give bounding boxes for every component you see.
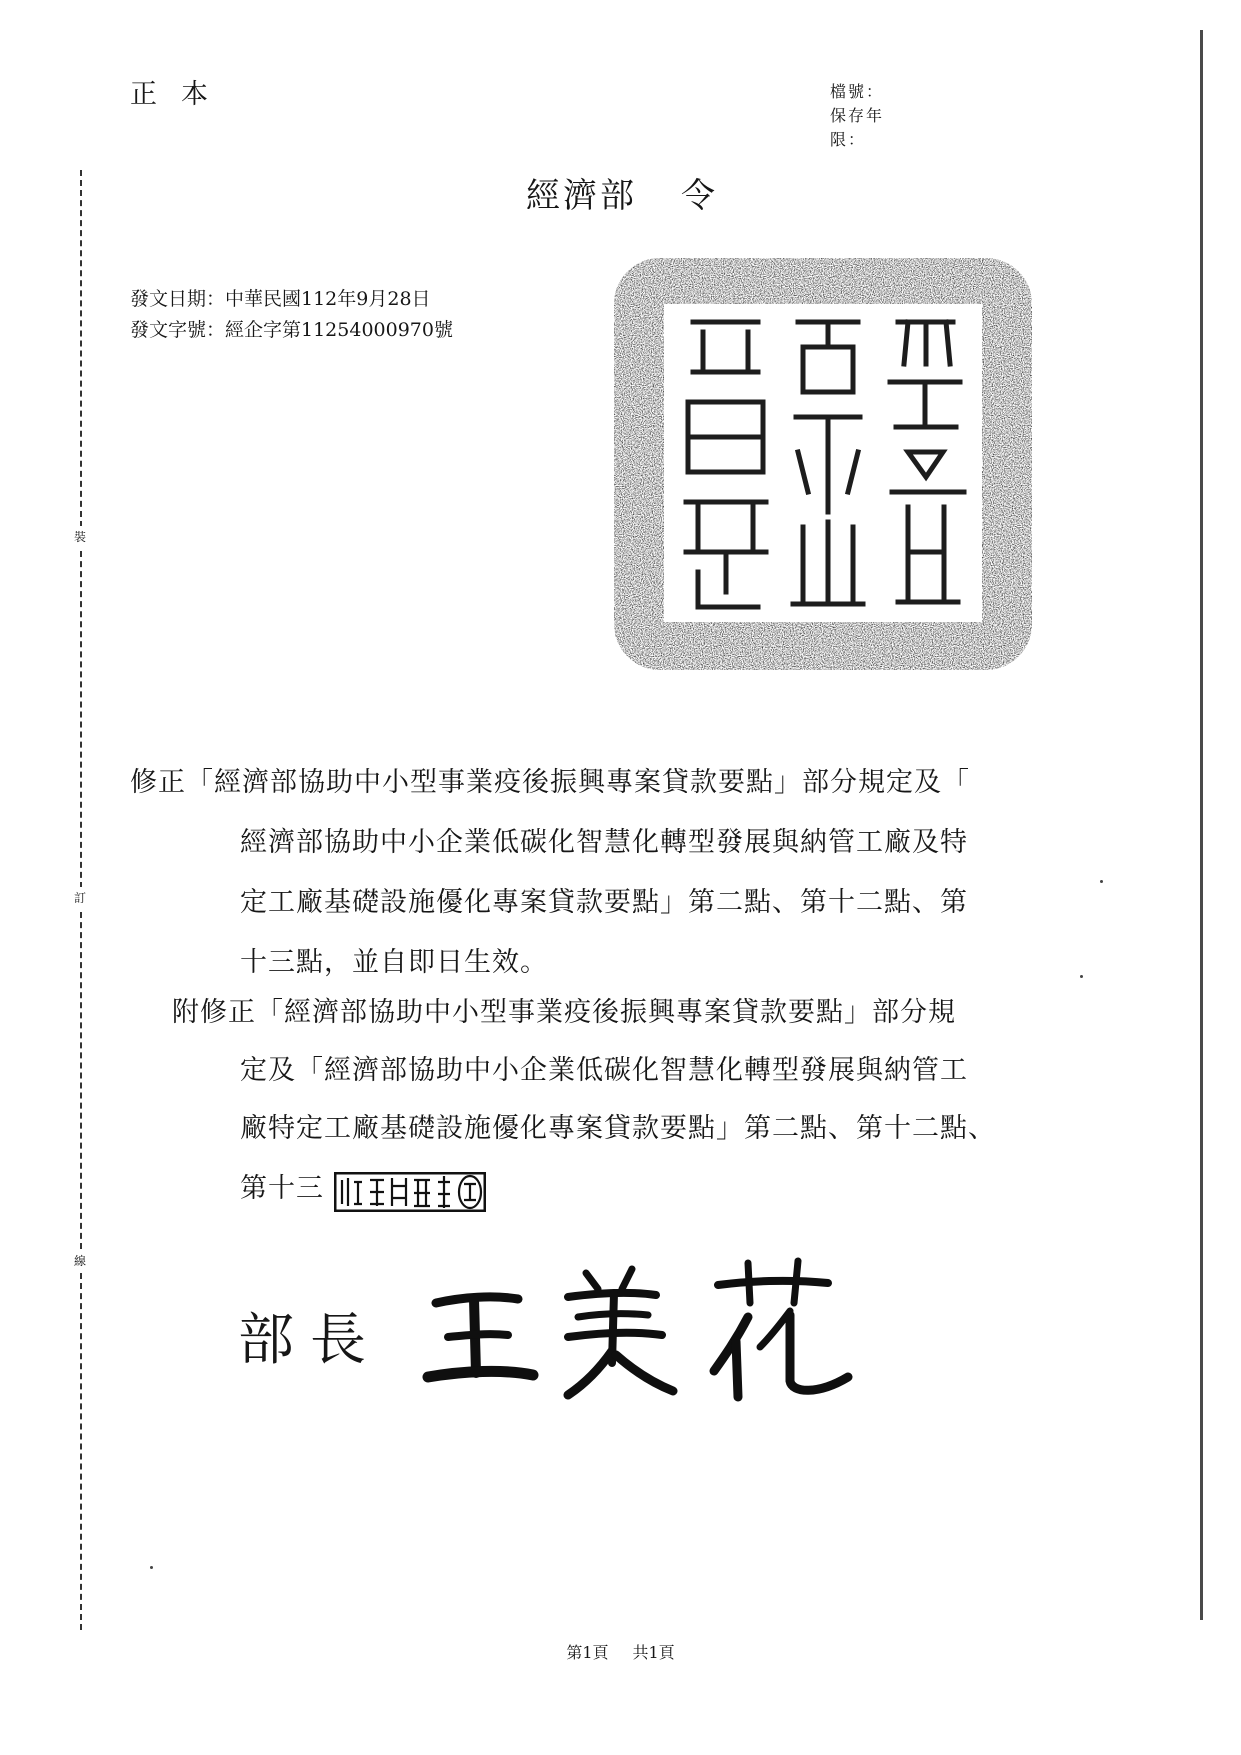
scan-speck [1080,975,1083,978]
body-line-3: 定工廠基礎設施優化專案貸款要點」第二點、第十二點、第 [240,887,968,918]
archive-info [830,80,916,152]
retention-row [830,104,916,152]
body-line-6: 定及「經濟部協助中小企業低碳化智慧化轉型發展與納管工 [240,1055,968,1086]
page-total: 共1頁 [632,1643,675,1662]
binding-mark-zhuang: 裝 [70,526,90,547]
page-footer [0,1640,1241,1663]
body-line-2: 經濟部協助中小企業低碳化智慧化轉型發展與納管工廠及特 [240,827,968,858]
certification-stamp [334,1172,486,1212]
archive-number-label: 檔號： [830,82,885,101]
binding-mark-xian: 線 [70,1250,90,1271]
title-type: 令 [681,176,715,216]
official-seal [608,252,1038,676]
archive-number-row [830,80,916,104]
title-org: 經濟部 [526,176,637,216]
scan-speck [150,1566,153,1569]
body-line-5: 附修正「經濟部協助中小型事業疫後振興專案貸款要點」部分規 [172,997,956,1028]
page-number: 第1頁 [566,1643,609,1662]
document-title [0,168,1241,217]
retention-label: 保存年限： [830,106,885,149]
minister-signature [418,1245,870,1405]
body-line-4: 十三點，並自即日生效。 [240,947,548,978]
body-line-1: 修正「經濟部協助中小型事業疫後振興專案貸款要點」部分規定及「 [130,767,970,798]
binding-mark-ding: 訂 [70,887,90,908]
issue-number: 發文字號：經企字第11254000970號 [130,319,453,341]
body-line-8: 第十三 [240,1173,324,1204]
scan-speck [1100,880,1103,883]
body-line-7: 廠特定工廠基礎設施優化專案貸款要點」第二點、第十二點、 [240,1113,996,1144]
minister-title: 部長 [238,1308,382,1373]
document-meta [130,284,453,346]
scan-edge-line [1200,30,1203,1620]
issue-date: 發文日期：中華民國112年9月28日 [130,288,431,310]
copy-label: 正本 [130,79,232,110]
